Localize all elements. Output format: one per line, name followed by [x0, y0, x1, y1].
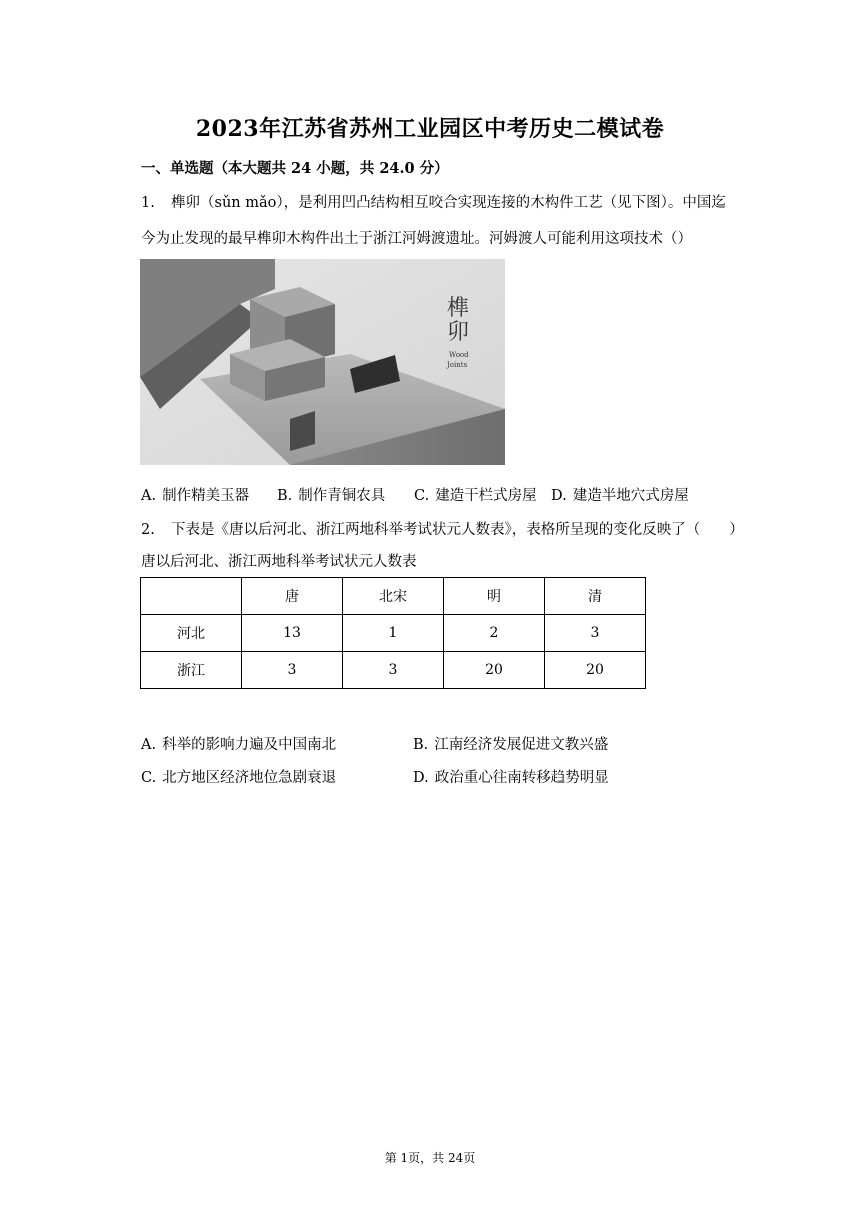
table-header-cell: 明	[444, 578, 545, 615]
table-cell: 2	[444, 615, 545, 652]
question-2-options-row-1	[141, 733, 608, 754]
table-header-cell: 北宋	[343, 578, 444, 615]
table-header-row	[141, 578, 646, 615]
page-footer: 第 1页，共 24页	[384, 1151, 476, 1165]
table-header-cell: 唐	[242, 578, 343, 615]
table-row	[141, 615, 646, 652]
table-cell: 河北	[141, 615, 242, 652]
wood-joint-illustration	[140, 259, 505, 465]
section-heading: 一、单选题（本大题共 24 小题，共 24.0 分）	[141, 160, 449, 177]
q1-option-c[interactable]: C. 建造干栏式房屋	[414, 488, 537, 504]
table-cell: 13	[242, 615, 343, 652]
question-1-line-1	[141, 191, 726, 212]
table-header-cell	[141, 578, 242, 615]
table-cell: 3	[343, 652, 444, 689]
table-cell: 浙江	[141, 652, 242, 689]
q2-option-a[interactable]: A. 科举的影响力遍及中国南北	[141, 737, 337, 753]
question-1-number: 1.	[141, 195, 155, 211]
table-cell: 20	[444, 652, 545, 689]
q1-option-b[interactable]: B. 制作青铜农具	[277, 488, 386, 504]
image-char-1: 榫	[447, 296, 470, 321]
question-1-text-2: 今为止发现的最早榫卯木构件出土于浙江河姆渡遗址。河姆渡人可能利用这项技术（）	[141, 231, 692, 247]
question-2-options-row-2	[141, 766, 609, 787]
table-cell: 3	[242, 652, 343, 689]
q1-option-a[interactable]: A. 制作精美玉器	[141, 488, 250, 504]
image-char-2: 卯	[447, 320, 470, 345]
page-title: 2023年江苏省苏州工业园区中考历史二模试卷	[195, 116, 665, 142]
table-cell: 3	[545, 615, 646, 652]
q1-option-d[interactable]: D. 建造半地穴式房屋	[551, 488, 689, 504]
q2-option-b[interactable]: B. 江南经济发展促进文教兴盛	[413, 737, 609, 753]
question-1-options	[141, 484, 689, 505]
table-caption: 唐以后河北、浙江两地科举考试状元人数表	[141, 554, 417, 570]
mortise-tenon-image	[140, 259, 505, 465]
question-1-text-1: 榫卯（sǔn mǎo），是利用凹凸结构相互咬合实现连接的木构件工艺（见下图）。中国迄	[171, 195, 726, 211]
table-header-cell: 清	[545, 578, 646, 615]
question-2-number: 2.	[141, 522, 155, 538]
question-2-text-1: 下表是《唐以后河北、浙江两地科举考试状元人数表》，表格所呈现的变化反映了（ ）	[171, 522, 744, 538]
question-2-line-1	[141, 518, 744, 539]
image-en-2: Joints	[447, 361, 468, 369]
table-row	[141, 652, 646, 689]
q2-option-d[interactable]: D. 政治重心往南转移趋势明显	[413, 770, 609, 786]
table-cell: 20	[545, 652, 646, 689]
image-en-1: Wood	[449, 351, 469, 359]
data-table	[140, 577, 646, 689]
q2-option-c[interactable]: C. 北方地区经济地位急剧衰退	[141, 770, 337, 786]
table-cell: 1	[343, 615, 444, 652]
